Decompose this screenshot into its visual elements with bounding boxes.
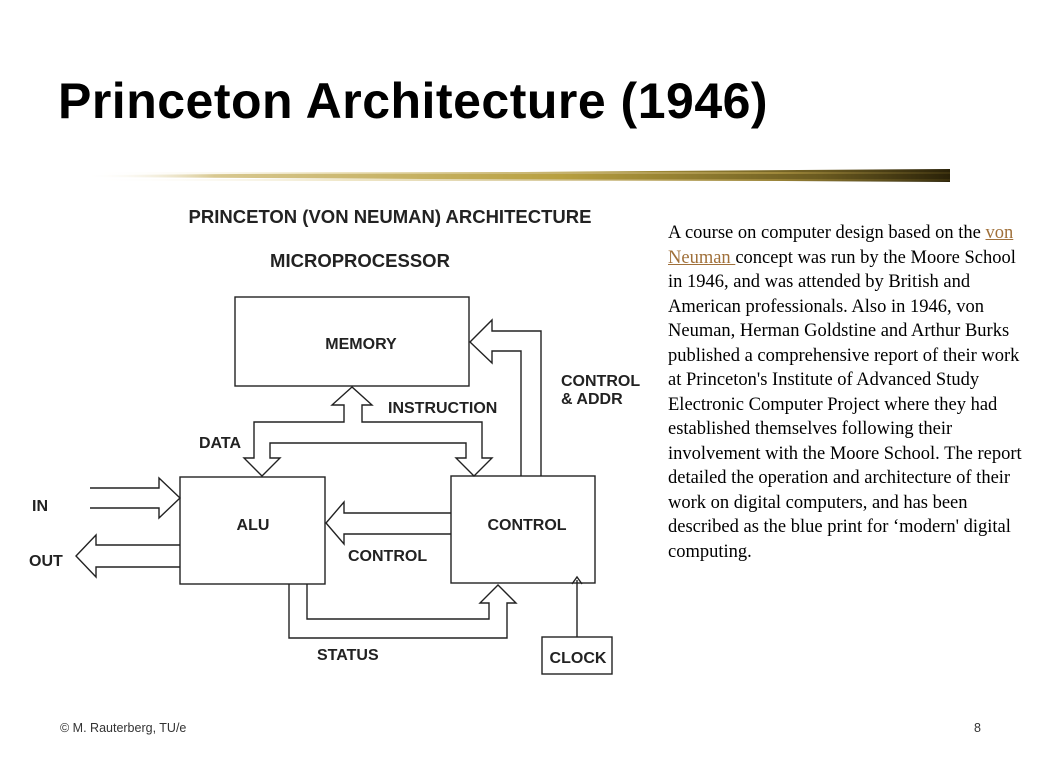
- data-label: DATA: [199, 435, 242, 452]
- page-number: 8: [974, 721, 981, 735]
- von-neuman-link[interactable]: von Neuman: [668, 223, 1014, 268]
- diagram-subheading: MICROPROCESSOR: [270, 250, 450, 271]
- out-arrow: [76, 535, 180, 577]
- status-label: STATUS: [317, 647, 379, 664]
- description-part1: A course on computer design based on the: [668, 223, 986, 243]
- in-label: IN: [32, 498, 48, 515]
- clock-label: CLOCK: [549, 650, 607, 667]
- description-part2: concept was run by the Moore School in 1946, and was attended by British and American professionals. Also in 1946, von Neuman, Herman Goldstine and Arthur Burks published a comprehensive report of their work at Princeton's Institute of Advanced Study Electronic Computer Project where they had established themselves following their involvement with the Moore School. The report detailed the operation and architecture of their work on digital computers, and has been described as the blue print for ‘modern' digital computing.: [668, 247, 1022, 562]
- status-bus: [289, 584, 516, 638]
- alu-label: ALU: [236, 517, 270, 534]
- control-signal-label: CONTROL: [348, 548, 428, 565]
- control-addr-label-1: CONTROL: [561, 373, 641, 390]
- in-arrow: [90, 478, 180, 518]
- footer-copyright: © M. Rauterberg, TU/e: [60, 721, 187, 735]
- description-text: [668, 221, 1028, 564]
- control-addr-label-2: & ADDR: [561, 391, 623, 408]
- control-arrow: [326, 502, 451, 544]
- diagram-heading: PRINCETON (VON NEUMAN) ARCHITECTURE: [188, 206, 592, 227]
- slide-title: Princeton Architecture (1946): [58, 73, 769, 129]
- instruction-label: INSTRUCTION: [388, 400, 498, 417]
- architecture-diagram: [0, 195, 660, 695]
- memory-label: MEMORY: [325, 336, 397, 353]
- out-label: OUT: [29, 553, 63, 570]
- decorative-rule: [85, 168, 950, 184]
- control-block-label: CONTROL: [487, 517, 567, 534]
- control-addr-bus: [470, 320, 541, 476]
